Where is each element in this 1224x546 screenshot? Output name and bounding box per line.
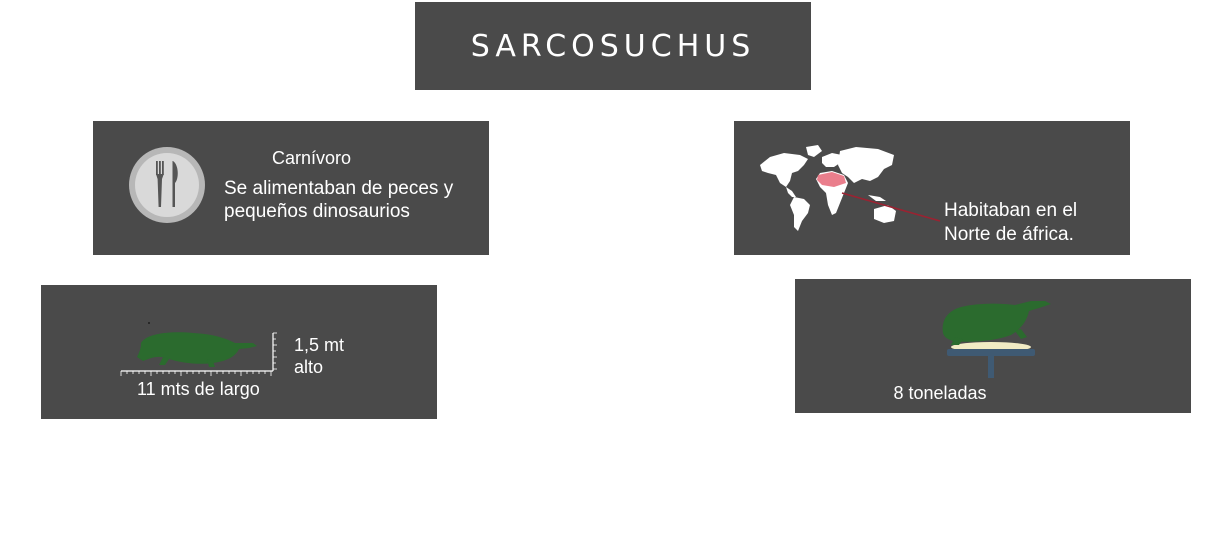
weight-card bbox=[795, 279, 1191, 413]
habitat-card bbox=[734, 121, 1130, 255]
crocodile-icon bbox=[119, 319, 285, 381]
size-card bbox=[41, 285, 437, 419]
habitat-text: Habitaban en el Norte de áfrica. bbox=[944, 200, 1078, 245]
height-label: 1,5 mt alto bbox=[294, 335, 345, 377]
plate-fork-knife-icon bbox=[127, 145, 207, 225]
title-banner bbox=[415, 2, 811, 90]
length-label: 11 mts de largo bbox=[137, 379, 260, 399]
diet-title: Carnívoro bbox=[272, 148, 352, 168]
diet-description: Se alimentaban de peces y pequeños dinosaurios bbox=[224, 178, 454, 222]
crocodile-on-scale-icon bbox=[935, 289, 1061, 381]
weight-label: 8 toneladas bbox=[893, 383, 987, 403]
page-title: SARCOSUCHUS bbox=[470, 28, 756, 64]
diet-card bbox=[93, 121, 489, 255]
